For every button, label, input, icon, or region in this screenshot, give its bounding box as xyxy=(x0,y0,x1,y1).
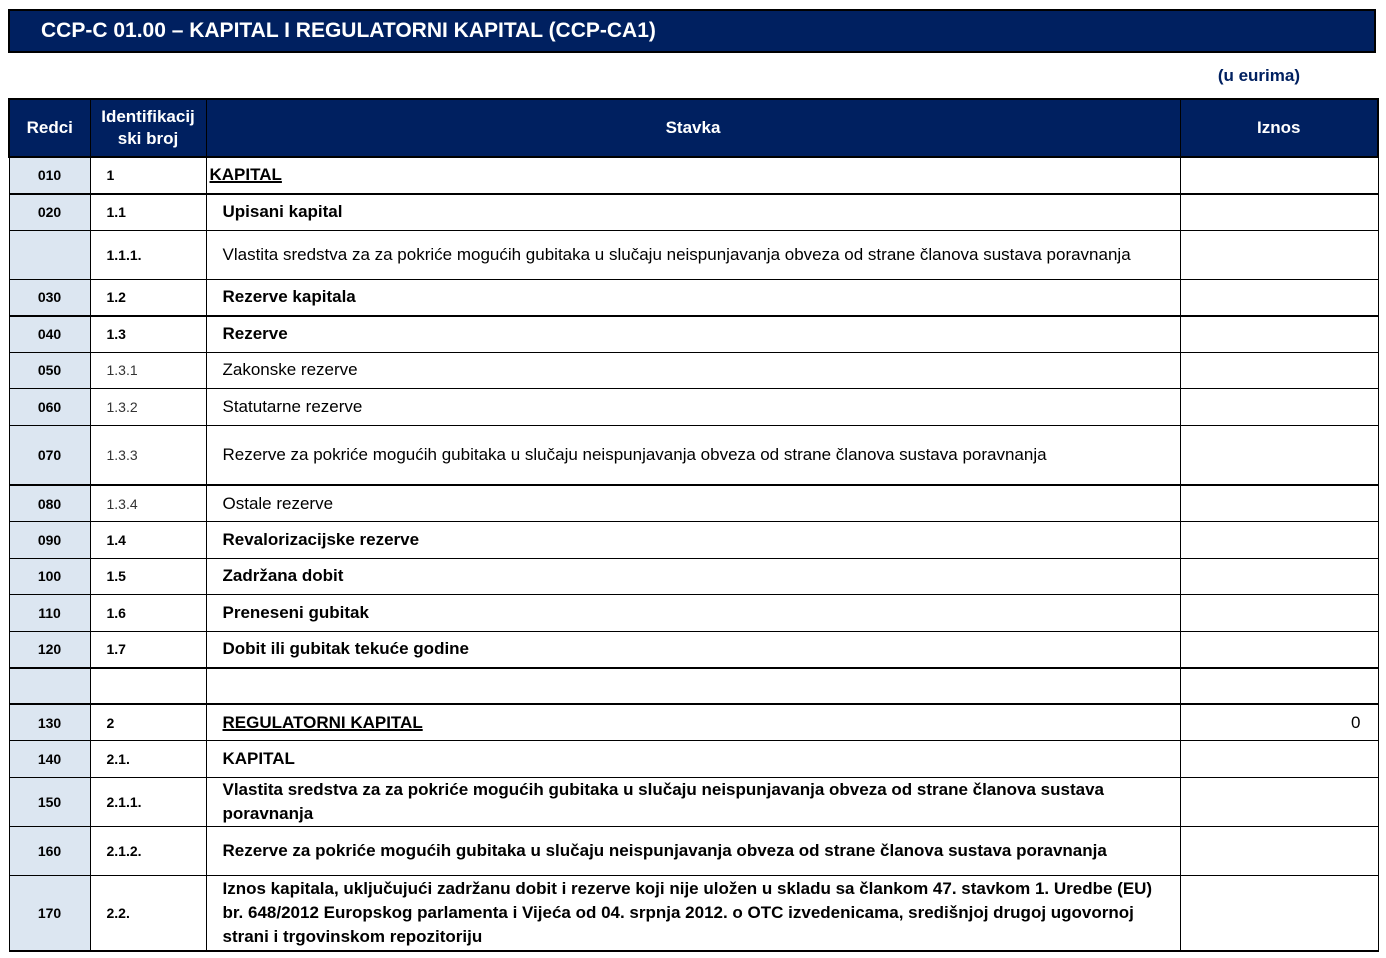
row-id: 1.3 xyxy=(90,316,206,353)
row-id: 2.1.1. xyxy=(90,777,206,826)
table-row xyxy=(9,279,1378,316)
row-code: 080 xyxy=(9,485,90,522)
row-id: 2.2. xyxy=(90,875,206,951)
amount-cell[interactable] xyxy=(1180,875,1378,951)
row-code: 030 xyxy=(9,279,90,316)
table-row xyxy=(9,194,1378,231)
row-item: KAPITAL xyxy=(206,741,1180,778)
row-item xyxy=(206,668,1180,705)
row-code: 130 xyxy=(9,704,90,741)
row-code: 120 xyxy=(9,631,90,668)
column-header-amount: Iznos xyxy=(1180,99,1378,157)
row-id: 1.7 xyxy=(90,631,206,668)
row-id xyxy=(90,668,206,705)
row-code: 170 xyxy=(9,875,90,951)
row-id: 1.1.1. xyxy=(90,230,206,279)
row-item: Rezerve za pokriće mogućih gubitaka u slučaju neispunjavanja obveza od strane članova sustava poravnanja xyxy=(206,826,1180,875)
table-row xyxy=(9,230,1378,279)
table-row xyxy=(9,316,1378,353)
row-item: Statutarne rezerve xyxy=(206,389,1180,426)
row-code: 060 xyxy=(9,389,90,426)
row-id: 1.3.3 xyxy=(90,425,206,485)
amount-cell[interactable] xyxy=(1180,230,1378,279)
row-code: 010 xyxy=(9,157,90,194)
row-id: 1.4 xyxy=(90,522,206,559)
table-row xyxy=(9,558,1378,595)
amount-cell[interactable] xyxy=(1180,522,1378,559)
row-id: 1.3.1 xyxy=(90,352,206,389)
table-row xyxy=(9,704,1378,741)
column-header-row-code: Redci xyxy=(9,99,90,157)
row-item: Rezerve za pokriće mogućih gubitaka u slučaju neispunjavanja obveza od strane članova sustava poravnanja xyxy=(206,425,1180,485)
row-item: Rezerve xyxy=(206,316,1180,353)
amount-cell[interactable] xyxy=(1180,157,1378,194)
amount-cell[interactable] xyxy=(1180,485,1378,522)
row-code: 050 xyxy=(9,352,90,389)
table-row xyxy=(9,595,1378,632)
row-id: 1.6 xyxy=(90,595,206,632)
row-item: KAPITAL xyxy=(206,157,1180,194)
table-row-spacer xyxy=(9,668,1378,705)
row-id: 1.5 xyxy=(90,558,206,595)
table-row xyxy=(9,485,1378,522)
table-row xyxy=(9,777,1378,826)
row-code xyxy=(9,230,90,279)
row-item: Zadržana dobit xyxy=(206,558,1180,595)
amount-cell[interactable] xyxy=(1180,194,1378,231)
row-item: Vlastita sredstva za za pokriće mogućih gubitaka u slučaju neispunjavanja obveza od strane članova sustava poravnanja xyxy=(206,777,1180,826)
row-id: 1.2 xyxy=(90,279,206,316)
amount-cell xyxy=(1180,668,1378,705)
amount-cell[interactable] xyxy=(1180,558,1378,595)
amount-cell[interactable] xyxy=(1180,425,1378,485)
table-row xyxy=(9,826,1378,875)
row-id: 1.1 xyxy=(90,194,206,231)
row-code: 150 xyxy=(9,777,90,826)
row-item: Ostale rezerve xyxy=(206,485,1180,522)
table-row xyxy=(9,352,1378,389)
row-code: 140 xyxy=(9,741,90,778)
amount-cell[interactable] xyxy=(1180,826,1378,875)
amount-cell[interactable] xyxy=(1180,631,1378,668)
row-item: Preneseni gubitak xyxy=(206,595,1180,632)
row-item xyxy=(206,704,1180,741)
capital-table xyxy=(8,98,1379,952)
table-row xyxy=(9,157,1378,194)
row-item: Upisani kapital xyxy=(206,194,1180,231)
column-header-id: Identifikacij ski broj xyxy=(90,99,206,157)
table-row xyxy=(9,522,1378,559)
row-item: Zakonske rezerve xyxy=(206,352,1180,389)
row-item: Dobit ili gubitak tekuće godine xyxy=(206,631,1180,668)
row-item: Vlastita sredstva za za pokriće mogućih gubitaka u slučaju neispunjavanja obveza od strane članova sustava poravnanja xyxy=(206,230,1180,279)
row-code: 040 xyxy=(9,316,90,353)
row-item: Revalorizacijske rezerve xyxy=(206,522,1180,559)
amount-cell[interactable] xyxy=(1180,777,1378,826)
report-title: CCP-C 01.00 – KAPITAL I REGULATORNI KAPITAL (CCP-CA1) xyxy=(8,9,1376,53)
row-id: 2.1.2. xyxy=(90,826,206,875)
row-id: 2 xyxy=(90,704,206,741)
row-item-heading: REGULATORNI KAPITAL xyxy=(222,712,423,732)
row-code: 110 xyxy=(9,595,90,632)
amount-cell[interactable] xyxy=(1180,352,1378,389)
amount-cell[interactable] xyxy=(1180,279,1378,316)
row-id: 2.1. xyxy=(90,741,206,778)
row-code: 020 xyxy=(9,194,90,231)
row-code: 090 xyxy=(9,522,90,559)
row-code: 070 xyxy=(9,425,90,485)
row-code: 100 xyxy=(9,558,90,595)
table-row xyxy=(9,631,1378,668)
row-item: Iznos kapitala, uključujući zadržanu dobit i rezerve koji nije uložen u skladu sa člankom 47. stavkom 1. Uredbe (EU) br. 648/2012 Europskog parlamenta i Vijeća od 04. srpnja 2012. o OTC izvedenicama, središnjoj drugoj ugovornoj strani i trgovinskom repozitoriju xyxy=(206,875,1180,951)
currency-unit-note: (u eurima) xyxy=(1217,66,1300,85)
row-code: 160 xyxy=(9,826,90,875)
row-id: 1.3.2 xyxy=(90,389,206,426)
row-code xyxy=(9,668,90,705)
amount-cell[interactable] xyxy=(1180,741,1378,778)
table-header-row xyxy=(9,99,1378,157)
table-row xyxy=(9,741,1378,778)
table-row xyxy=(9,875,1378,951)
row-id: 1.3.4 xyxy=(90,485,206,522)
amount-cell[interactable] xyxy=(1180,316,1378,353)
row-id: 1 xyxy=(90,157,206,194)
table-row xyxy=(9,389,1378,426)
amount-cell[interactable] xyxy=(1180,595,1378,632)
table-row xyxy=(9,425,1378,485)
row-item: Rezerve kapitala xyxy=(206,279,1180,316)
amount-cell[interactable] xyxy=(1180,389,1378,426)
column-header-item: Stavka xyxy=(206,99,1180,157)
amount-cell[interactable]: 0 xyxy=(1180,704,1378,741)
